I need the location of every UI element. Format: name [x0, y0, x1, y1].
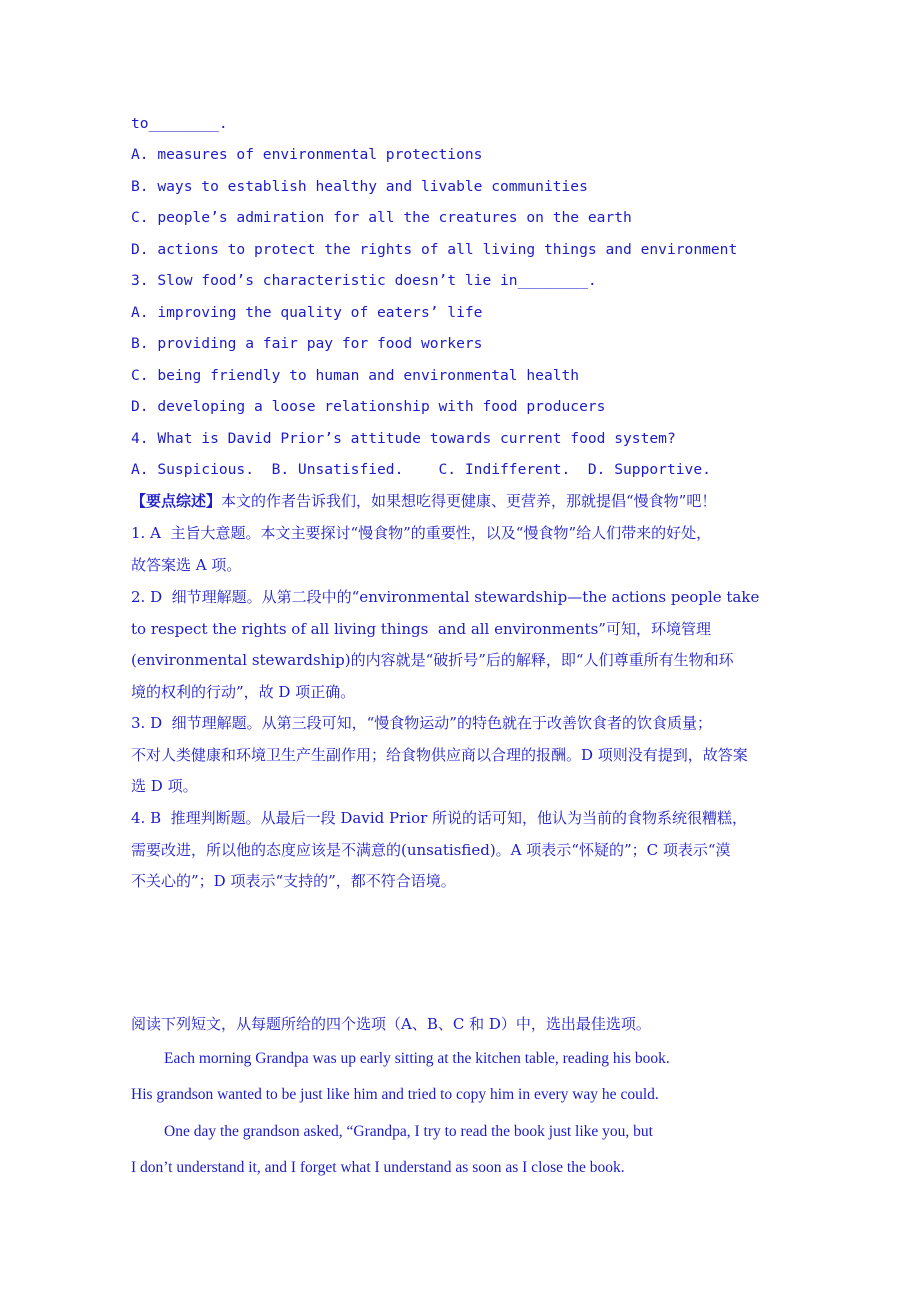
answer-4-line-3: 不关心的”；D 项表示“支持的”，都不符合语境。	[131, 872, 456, 890]
q3-option-d: D. developing a loose relationship with food producers	[131, 398, 606, 415]
answer-3-line-2: 不对人类健康和环境卫生产生副作用；给食物供应商以合理的报酬。D 项则没有提到，故答案	[131, 746, 748, 764]
summary-text: 本文的作者告诉我们，如果想吃得更健康、更营养，那就提倡“慢食物”吧！	[221, 492, 717, 510]
answer-1-line-1: 1. A 主旨大意题。本文主要探讨“慢食物”的重要性，以及“慢食物”给人们带来的好处，	[131, 524, 712, 542]
answer-2-line-3: (environmental stewardship)的内容就是“破折号”后的解释，即“人们尊重所有生物和环	[131, 651, 734, 669]
q2-option-c: C. people’s admiration for all the creatures on the earth	[131, 209, 632, 226]
passage-line-4: I don’t understand it, and I forget what I understand as soon as I close the book.	[131, 1159, 625, 1176]
answer-2-line-1: 2. D 细节理解题。从第二段中的“environmental stewardship—the actions people take	[131, 588, 760, 606]
q2-stem-tail: to________.	[131, 115, 228, 132]
answer-1-line-2: 故答案选 A 项。	[131, 556, 242, 574]
answer-4-line-2: 需要改进，所以他的态度应该是不满意的(unsatisfied)。A 项表示“怀疑的”；C 项表示“漠	[131, 841, 731, 859]
answer-2-line-4: 境的权利的行动”，故 D 项正确。	[131, 683, 356, 701]
q3-option-b: B. providing a fair pay for food workers	[131, 335, 483, 352]
q4-stem: 4. What is David Prior’s attitude towards current food system?	[131, 430, 676, 447]
q3-stem: 3. Slow food’s characteristic doesn’t lie in________.	[131, 272, 597, 289]
passage-line-1: Each morning Grandpa was up early sitting at the kitchen table, reading his book.	[164, 1050, 670, 1067]
q4-options: A. Suspicious. B. Unsatisfied. C. Indifferent. D. Supportive.	[131, 461, 711, 478]
summary-line	[131, 491, 716, 511]
q2-option-b: B. ways to establish healthy and livable communities	[131, 178, 588, 195]
passage-line-3: One day the grandson asked, “Grandpa, I try to read the book just like you, but	[164, 1123, 653, 1140]
passage-instruction: 阅读下列短文，从每题所给的四个选项（A、B、C 和 D）中，选出最佳选项。	[131, 1015, 651, 1033]
q3-option-c: C. being friendly to human and environmental health	[131, 367, 580, 384]
answer-2-line-2: to respect the rights of all living things and all environments”可知，环境管理	[131, 620, 711, 638]
q3-option-a: A. improving the quality of eaters’ life	[131, 304, 483, 321]
passage-line-2: His grandson wanted to be just like him and tried to copy him in every way he could.	[131, 1086, 659, 1103]
answer-4-line-1: 4. B 推理判断题。从最后一段 David Prior 所说的话可知，他认为当前的食物系统很糟糕，	[131, 809, 748, 827]
q2-option-a: A. measures of environmental protections	[131, 146, 483, 163]
answer-3-line-3: 选 D 项。	[131, 777, 198, 795]
q2-option-d: D. actions to protect the rights of all living things and environment	[131, 241, 738, 258]
summary-tag: 【要点综述】	[131, 492, 222, 510]
answer-3-line-1: 3. D 细节理解题。从第三段可知，“慢食物运动”的特色就在于改善饮食者的饮食质量；	[131, 714, 712, 732]
